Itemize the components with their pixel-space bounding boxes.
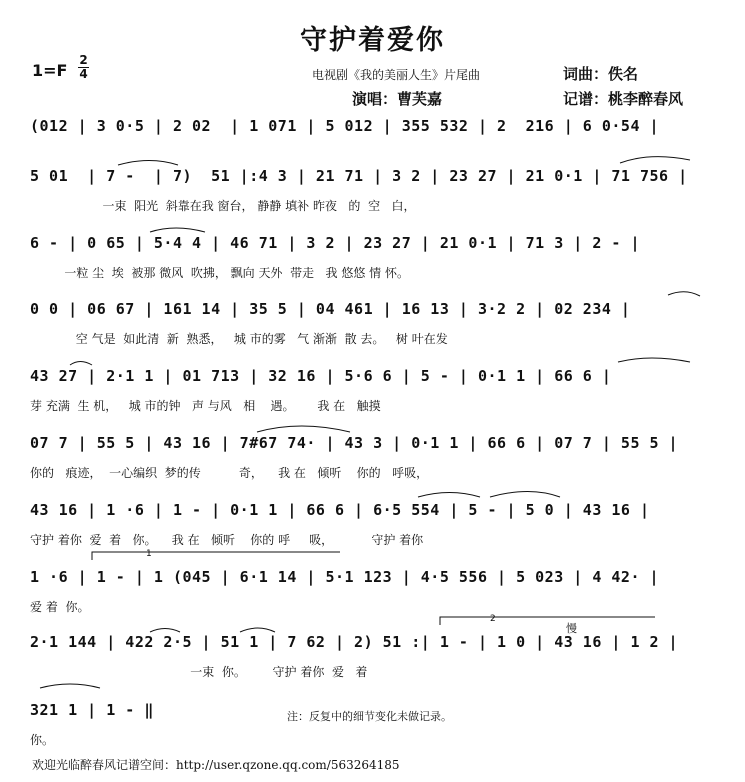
lyric-line: 一束 你。 守护 着你 爱 着 xyxy=(30,665,368,679)
meter-denominator: 4 xyxy=(79,67,88,81)
singer-credit: 演唱：曹芙嘉 xyxy=(352,90,443,108)
song-title: 守护着爱你 xyxy=(300,25,445,56)
footer-link[interactable]: 欢迎光临醉春风记谱空间：http://user.qzone.qq.com/563264185 xyxy=(32,758,400,772)
volta-1-label: 1 xyxy=(146,549,152,559)
notation-line: 43 16 | 1 ·6 | 1 - | 0·1 1 | 66 6 | 6·5 554 | 5 - | 5 0 | 43 16 | xyxy=(30,501,650,519)
lyric-line: 一粒 尘 埃 被那 微风 吹拂， 飘向 天外 带走 我 悠悠 情 怀。 xyxy=(30,266,409,280)
notation-line: 43 27 | 2·1 1 | 01 713 | 32 16 | 5·6 6 | 5 - | 0·1 1 | 66 6 | xyxy=(30,367,612,385)
transcriber-credit: 记谱：桃李醉春风 xyxy=(563,90,684,108)
lyric-line: 你。 xyxy=(30,733,55,747)
volta-2-label: 2 xyxy=(490,614,496,624)
tempo-mark: 慢 xyxy=(566,622,577,635)
notation-line: 5 01 | 7 - | 7) 51 |:4 3 | 21 71 | 3 2 | 23 27 | 21 0·1 | 71 756 | xyxy=(30,167,688,185)
song-source: 电视剧《我的美丽人生》片尾曲 xyxy=(312,68,481,82)
lyric-line: 守护 着你 爱 着 你。 我 在 倾听 你的 呼 吸， 守护 着你 xyxy=(30,533,424,547)
notation-line: 1 ·6 | 1 - | 1 (045 | 6·1 14 | 5·1 123 | 4·5 556 | 5 023 | 4 42· | xyxy=(30,568,660,586)
notation-line: (012 | 3 0·5 | 2 02 | 1 071 | 5 012 | 355 532 | 2 216 | 6 0·54 | xyxy=(30,117,660,135)
lyric-line: 一束 阳光 斜靠在我 窗台， 静静 填补 昨夜 的 空 白， xyxy=(30,199,416,213)
lyric-line: 芽 充满 生 机， 城 市的钟 声 与风 相 遇。 我 在 触摸 xyxy=(30,399,381,413)
lyric-line: 你的 痕迹， 一心编织 梦的传 奇， 我 在 倾听 你的 呼吸， xyxy=(30,466,429,480)
notation-line: 2·1 144 | 422 2·5 | 51 1 | 7 62 | 2) 51 :| 1 - | 1 0 | 43 16 | 1 2 | xyxy=(30,633,679,651)
key-signature: 1=F xyxy=(32,61,68,80)
lyric-line: 爱 着 你。 xyxy=(30,600,90,614)
notation-line: 321 1 | 1 - ‖ xyxy=(30,701,154,719)
lyric-line: 空 气是 如此清 新 熟悉， 城 市的雾 气 渐渐 散 去。 树 叶在发 xyxy=(30,332,448,346)
meter-numerator: 2 xyxy=(79,53,88,67)
notation-line: 07 7 | 55 5 | 43 16 | 7#67 74· | 43 3 | 0·1 1 | 66 6 | 07 7 | 55 5 | xyxy=(30,434,679,452)
composer-credit: 词曲：佚名 xyxy=(563,65,639,83)
notation-line: 0 0 | 06 67 | 161 14 | 35 5 | 04 461 | 16 13 | 3·2 2 | 02 234 | xyxy=(30,300,631,318)
notation-line: 6 - | 0 65 | 5·4 4 | 46 71 | 3 2 | 23 27 | 21 0·1 | 71 3 | 2 - | xyxy=(30,234,640,252)
footnote: 注：反复中的细节变化未做记录。 xyxy=(287,710,452,723)
